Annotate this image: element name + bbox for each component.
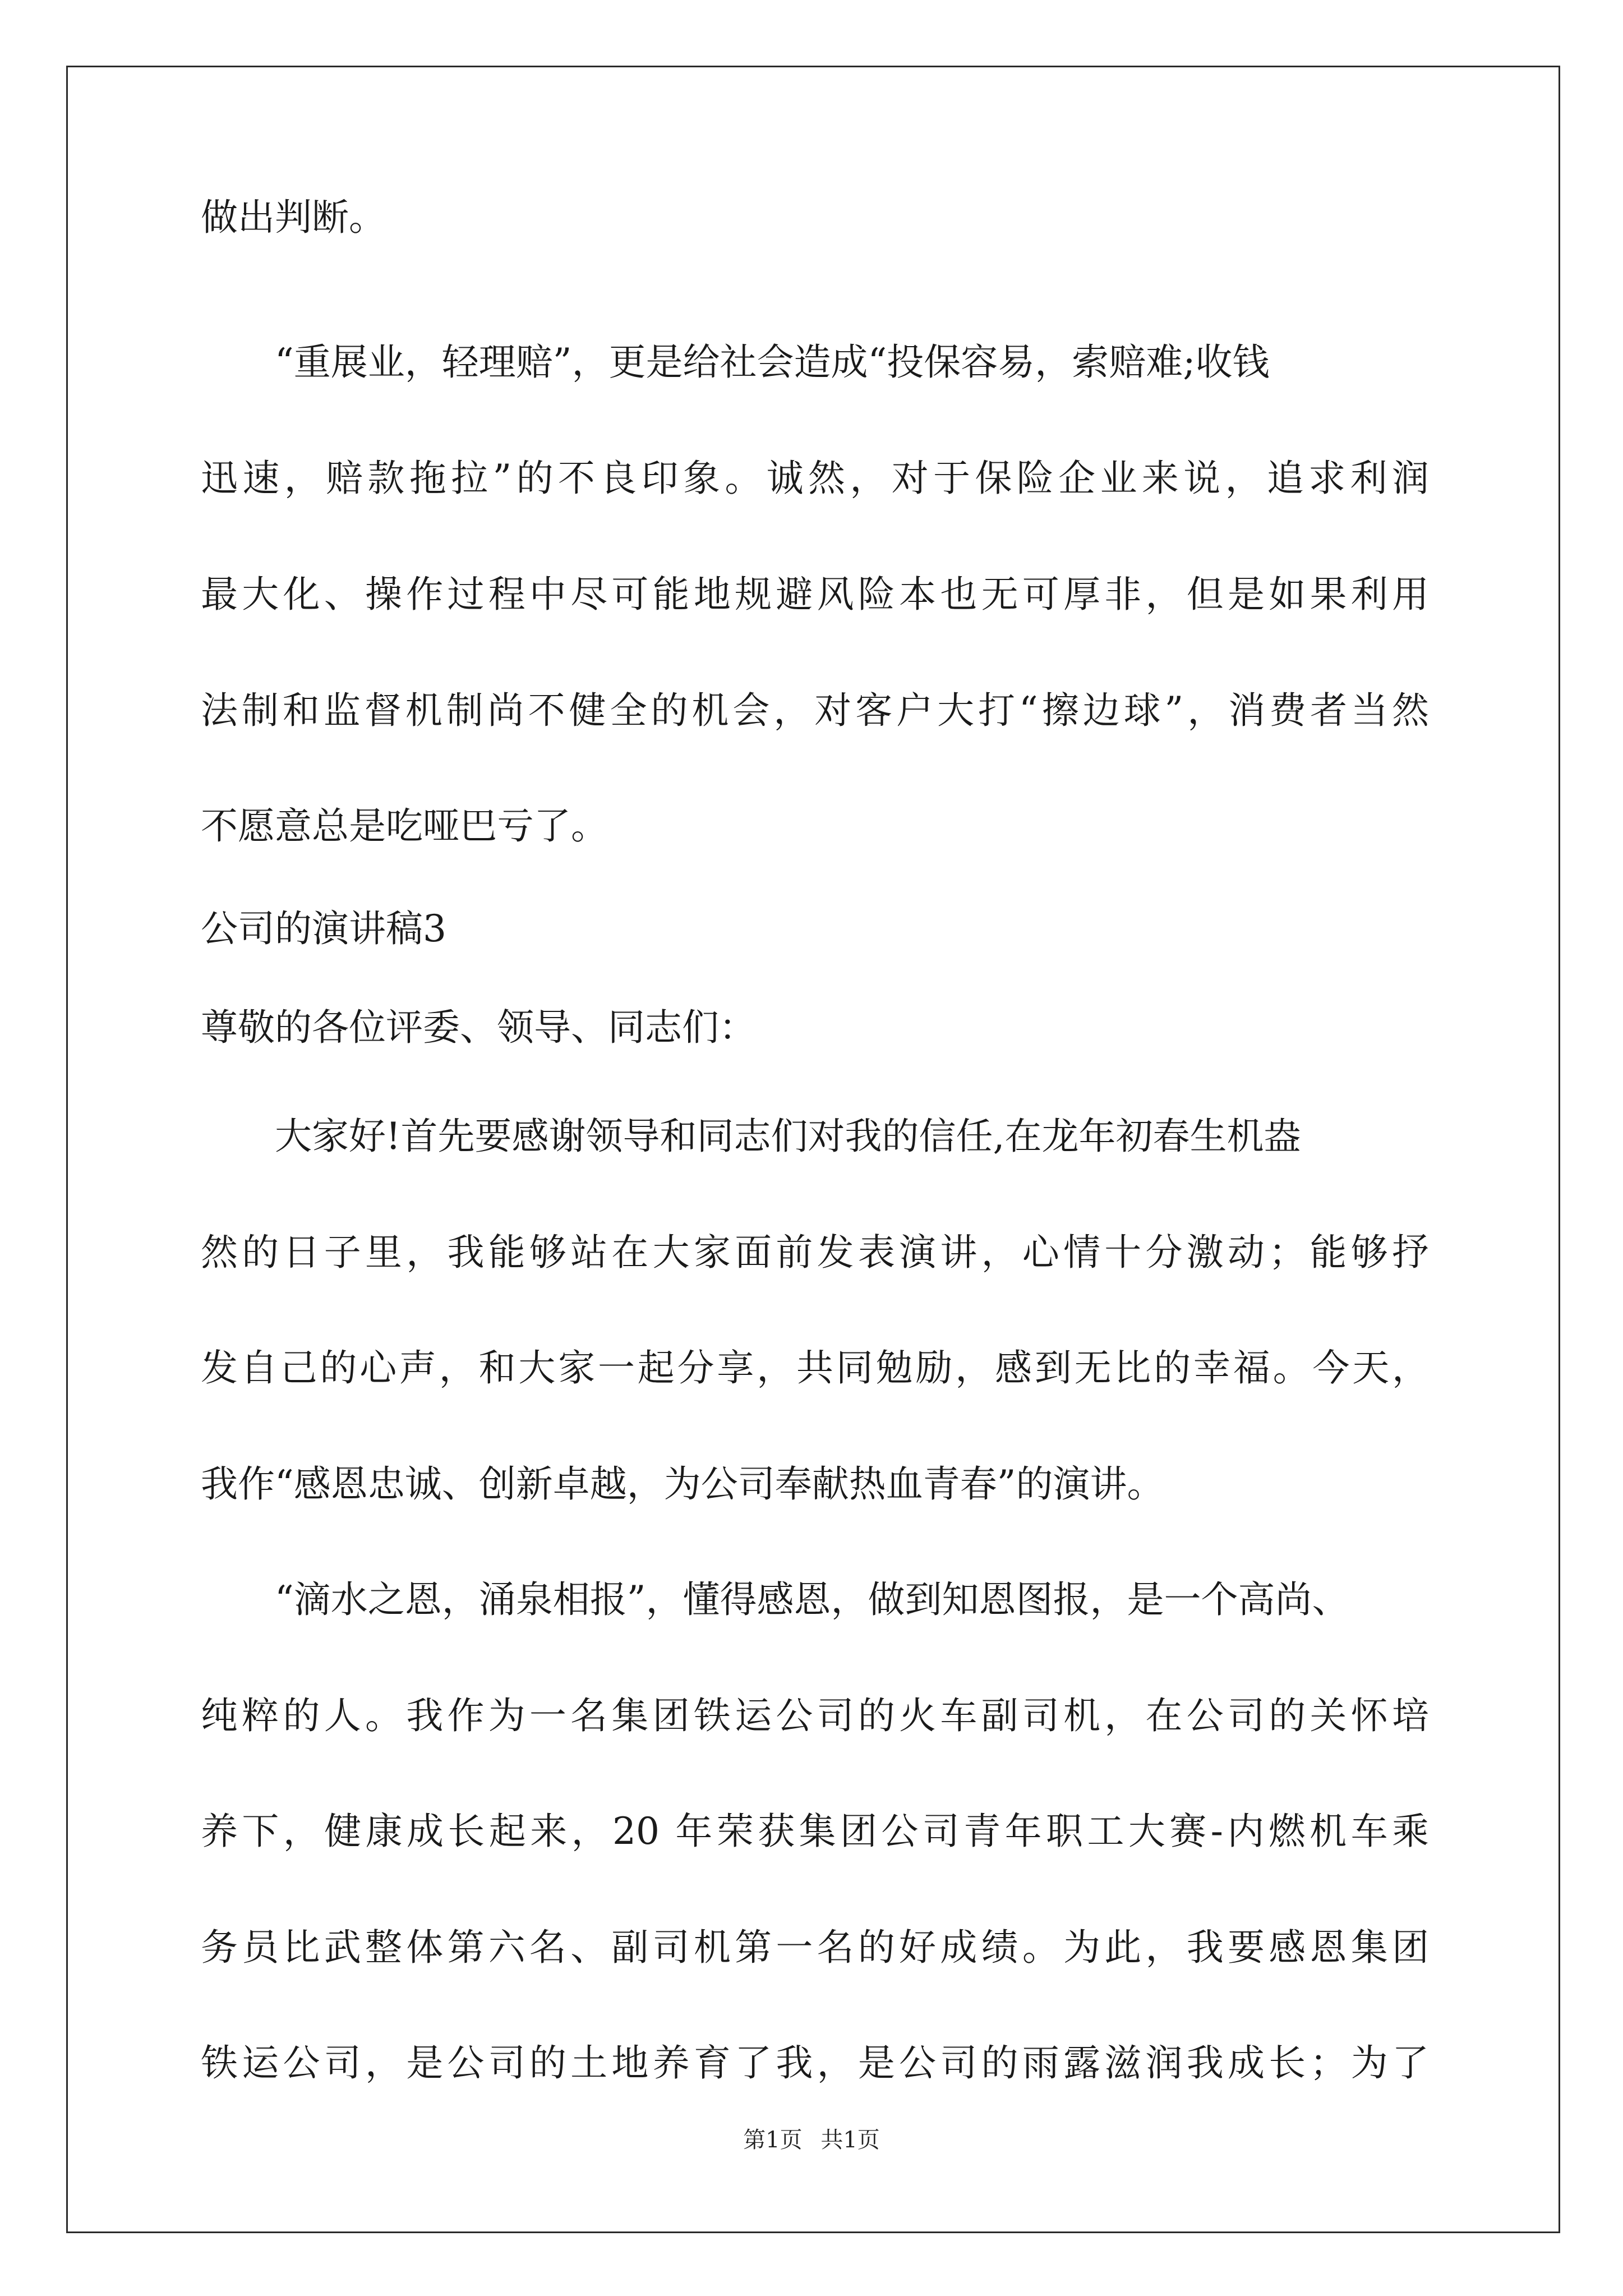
salutation: 尊敬的各位评委、领导、同志们：: [201, 1006, 756, 1049]
paragraph-line: 发自己的心声，和大家一起分享，共同勉励，感到无比的幸福。今天，: [201, 1346, 1429, 1389]
paragraph-line: 养下，健康成长起来，20 年荣获集团公司青年职工大赛-内燃机车乘: [201, 1810, 1429, 1853]
paragraph-line: 纯粹的人。我作为一名集团铁运公司的火车副司机，在公司的关怀培: [201, 1694, 1429, 1737]
section-heading: 公司的演讲稿3: [201, 907, 446, 950]
paragraph-line: 法制和监督机制尚不健全的机会，对客户大打“擦边球”，消费者当然: [201, 689, 1429, 732]
paragraph-line: 铁运公司，是公司的土地养育了我，是公司的雨露滋润我成长；为了: [201, 2041, 1429, 2085]
paragraph-line: 最大化、操作过程中尽可能地规避风险本也无可厚非，但是如果利用: [201, 573, 1429, 616]
page-footer: [0, 2129, 1623, 2151]
paragraph-line: 迅速，赔款拖拉”的不良印象。诚然，对于保险企业来说，追求利润: [201, 457, 1429, 500]
paragraph-line: 然的日子里，我能够站在大家面前发表演讲，心情十分激动；能够抒: [201, 1231, 1429, 1274]
paragraph-line: 不愿意总是吃哑巴亏了。: [201, 804, 608, 848]
paragraph-line: 做出判断。: [201, 196, 386, 239]
paragraph-line: 务员比武整体第六名、副司机第一名的好成绩。为此，我要感恩集团: [201, 1926, 1429, 1969]
paragraph-line: “重展业，轻理赔”，更是给社会造成“投保容易，索赔难;收钱: [275, 341, 1270, 384]
paragraph-line: 我作“感恩忠诚、创新卓越，为公司奉献热血青春”的演讲。: [201, 1462, 1164, 1506]
paragraph-line: “滴水之恩，涌泉相报”，懂得感恩，做到知恩图报，是一个高尚、: [275, 1578, 1349, 1621]
page-number: 第1页: [743, 2127, 803, 2153]
paragraph-line: 大家好!首先要感谢领导和同志们对我的信任,在龙年初春生机盎: [275, 1115, 1301, 1158]
page-total: 共1页: [820, 2127, 880, 2153]
